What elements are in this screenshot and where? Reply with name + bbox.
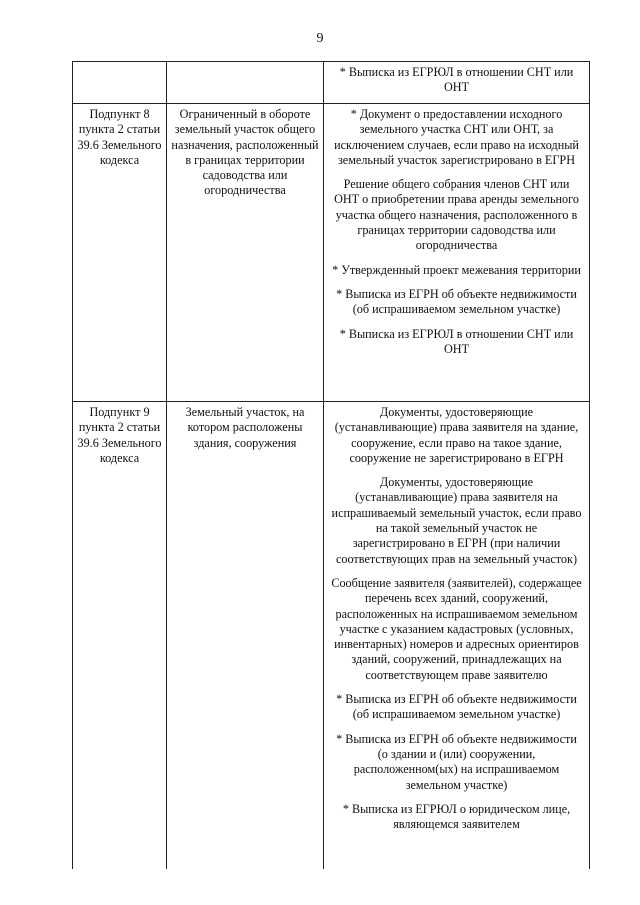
table-body — [73, 62, 590, 870]
legal-basis-cell — [73, 104, 167, 402]
document-item: * Выписка из ЕГРЮЛ в отношении СНТ или ОНТ — [339, 326, 574, 356]
land-plot-type-cell — [167, 104, 324, 402]
document-item: * Утвержденный проект межевания территории — [332, 262, 581, 277]
document-item: * Выписка из ЕГРЮЛ о юридическом лице, являющемся заявителем — [342, 801, 571, 832]
document-item: * Выписка из ЕГРН об объекте недвижимости (об испрашиваемом земельном участке) — [336, 286, 577, 317]
documents-cell — [324, 104, 590, 402]
document-item: * Выписка из ЕГРН об объекте недвижимости (о здании и (или) сооружении, расположенном(ых) на испрашиваемом земельном участке) — [336, 731, 577, 792]
document-item: * Документ о предоставлении исходного земельного участка СНТ или ОНТ, за исключением случаев, если право на исходный земельный участок зарегистрировано в ЕГРН — [334, 107, 579, 167]
document-item: Документы, удостоверяющие (устанавливающие) права заявителя на испрашиваемый земельный участок, если право на такой земельный участок не зарегистрировано в ЕГРН (при наличии соответствующих прав на земельный участок) — [331, 475, 582, 566]
page-number: 9 — [316, 31, 324, 46]
documents-cell — [324, 62, 590, 104]
document-item: Решение общего собрания членов СНТ или ОНТ о приобретении права аренды земельного участка общего назначения, расположенного в границах территории садоводства или огородничества — [334, 177, 579, 253]
documents-cell — [324, 402, 590, 870]
cell-text: Земельный участок, на котором расположены здания, сооружения — [185, 405, 305, 450]
table-row — [73, 62, 590, 104]
document-item: Сообщение заявителя (заявителей), содержащее перечень всех зданий, сооружений, расположенных на испрашиваемом земельном участке с указанием кадастровых (условных, инвентарных) номеров и адресных ориентиров зданий, сооружений, принадлежащих на соответствующем праве заявителю — [331, 575, 582, 682]
table-row — [73, 402, 590, 870]
land-plot-type-cell — [167, 62, 324, 104]
legal-basis-cell — [73, 402, 167, 870]
cell-text: Ограниченный в обороте земельный участок общего назначения, расположенный в границах территории садоводства или огородничества — [171, 107, 319, 198]
cell-text: Подпункт 9 пункта 2 статьи 39.6 Земельного кодекса — [77, 405, 162, 465]
document-item: * Выписка из ЕГРН об объекте недвижимости (об испрашиваемом земельном участке) — [336, 692, 577, 722]
document-item: * Выписка из ЕГРЮЛ в отношении СНТ или ОНТ — [339, 65, 574, 95]
table-row — [73, 104, 590, 402]
legal-basis-cell — [73, 62, 167, 104]
document-item: Документы, удостоверяющие (устанавливающие) права заявителя на здание, сооружение, если право на такое здание, сооружение не зарегистрировано в ЕГРН — [334, 405, 579, 465]
document-table — [72, 61, 590, 869]
cell-text: Подпункт 8 пункта 2 статьи 39.6 Земельного кодекса — [77, 107, 162, 167]
land-plot-type-cell — [167, 402, 324, 870]
